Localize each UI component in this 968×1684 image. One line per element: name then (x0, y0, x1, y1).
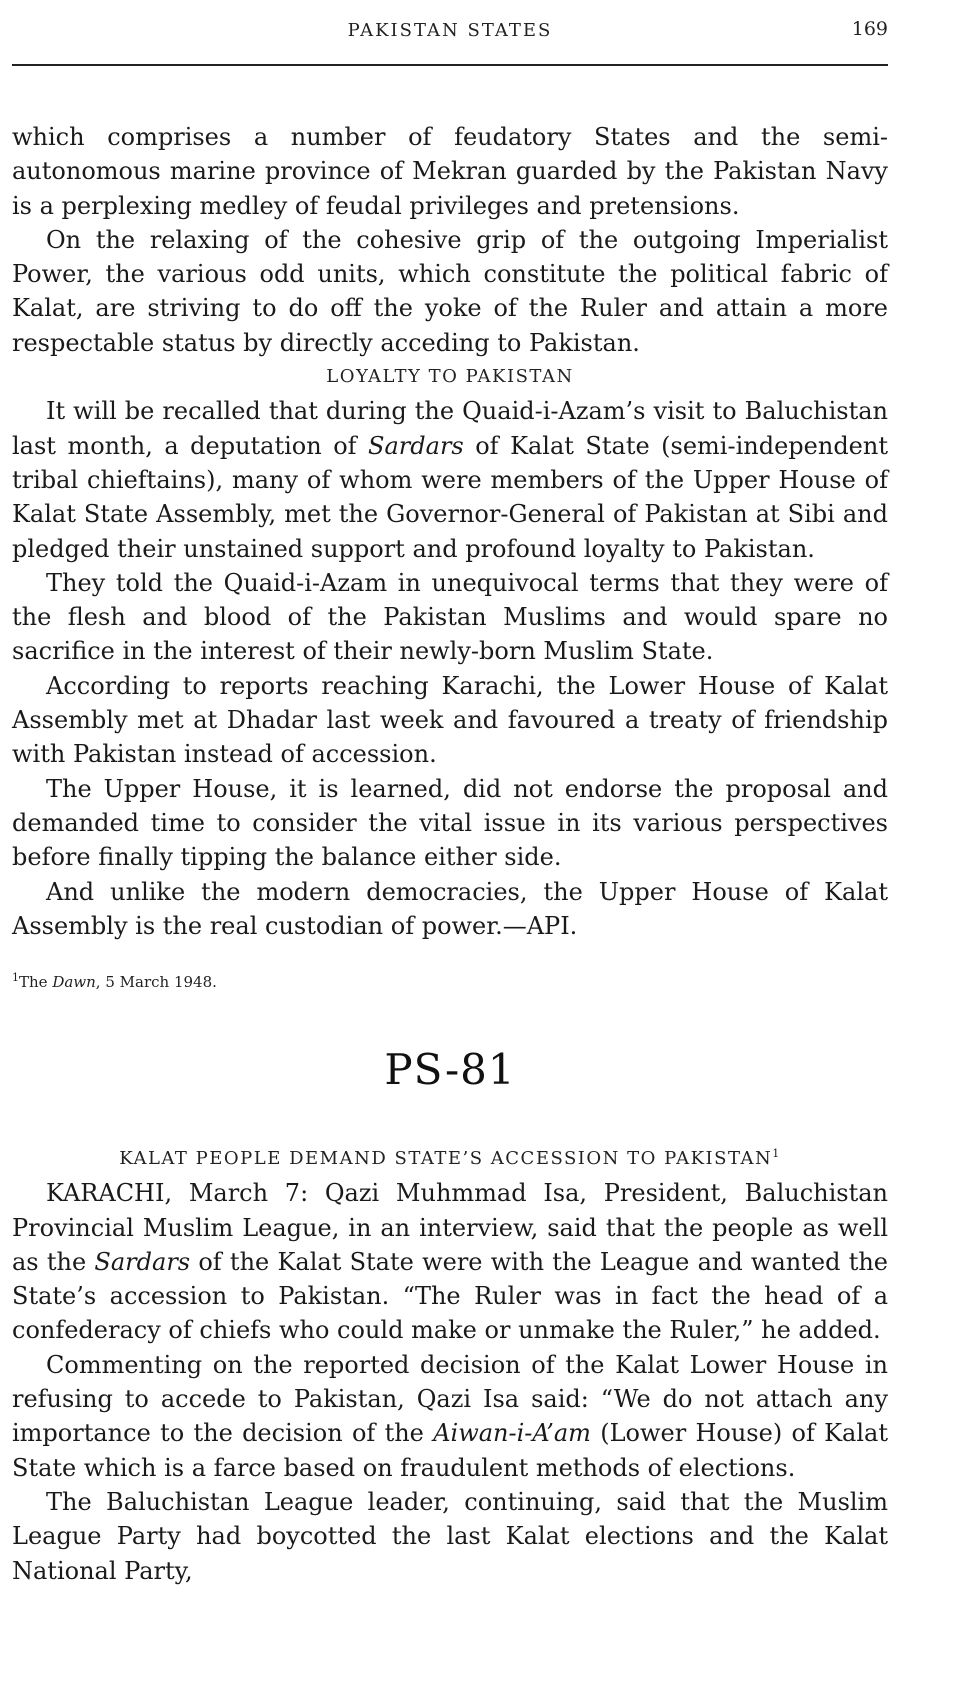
paragraph: On the relaxing of the cohesive grip of the outgoing Imperialist Power, the various odd units, which constitute the political fabric of Kalat, are striving to do off the yoke of the Ruler and attain a more respectable status by directly acceding to Pakistan. (12, 225, 888, 357)
document-title (12, 1142, 888, 1176)
text-run: KARACHI, March 7: Qazi Muhmmad Isa, President, Baluchistan Provincial Muslim League, in an interview, said that the people as well as the (12, 1179, 888, 1276)
paragraph (12, 1176, 888, 1347)
text-run: (Lower House) of Kalat State which is a farce based on fraudulent methods of elections. (12, 1419, 888, 1482)
page-header (12, 18, 888, 48)
footnote-publication: Dawn (52, 973, 96, 991)
paragraph (12, 1348, 888, 1485)
footnote-text: The (19, 973, 53, 991)
running-title: PAKISTAN STATES (347, 20, 553, 41)
paragraph (12, 394, 888, 565)
paragraph: The Baluchistan League leader, continuing, said that the Muslim League Party had boycotted the last Kalat elections and the Kalat National Party, (12, 1487, 888, 1585)
paragraph: They told the Quaid-i-Azam in unequivocal terms that they were of the flesh and blood of the Pakistan Muslims and would spare no sacrifice in the interest of their newly-born Muslim State. (12, 568, 888, 666)
header-rule (12, 64, 888, 66)
document-body (12, 1142, 888, 1588)
italic-term: Aiwan-i-A’am (433, 1419, 591, 1448)
text-run: of Kalat State (semi-independent tribal chieftains), many of whom were members of the Upper House of Kalat State Assembly, met the Governor-General of Pakistan at Sibi and pledged their unstained support and profound loyalty to Pakistan. (12, 431, 888, 563)
text-run: of the Kalat State were with the League and wanted the State’s accession to Pakistan. “The Ruler was in fact the head of a confederacy of chiefs who could make or unmake the Ruler,” he added. (12, 1247, 889, 1345)
section-subheading: LOYALTY TO PAKISTAN (326, 366, 574, 388)
footnote (12, 973, 217, 991)
article-continuation (12, 120, 888, 943)
footnote-text: , 5 March 1948. (95, 973, 217, 991)
paragraph: According to reports reaching Karachi, the Lower House of Kalat Assembly met at Dhadar last week and favoured a treaty of friendship with Pakistan instead of accession. (12, 671, 888, 769)
document-number: PS-81 (384, 1045, 516, 1094)
italic-term: Sardars (94, 1247, 191, 1276)
footnote-marker: 1 (772, 1147, 781, 1160)
page-number: 169 (851, 18, 888, 40)
text-run: It will be recalled that during the Quaid-i-Azam’s visit to Baluchistan last month, a deputation of (12, 397, 888, 460)
footnote-marker: 1 (12, 971, 19, 984)
paragraph: And unlike the modern democracies, the Upper House of Kalat Assembly is the real custodian of power.—API. (12, 877, 888, 940)
text-run: Commenting on the reported decision of the Kalat Lower House in refusing to accede to Pakistan, Qazi Isa said: “We do not attach any importance to the decision of the (12, 1350, 888, 1448)
paragraph: The Upper House, it is learned, did not endorse the proposal and demanded time to consider the vital issue in its various perspectives before finally tipping the balance either side. (12, 774, 888, 872)
title-text: KALAT PEOPLE DEMAND STATE’S ACCESSION TO PAKISTAN (119, 1148, 773, 1169)
italic-term: Sardars (368, 431, 464, 460)
paragraph: which comprises a number of feudatory States and the semi-autonomous marine province of Mekran guarded by the Pakistan Navy is a perplexing medley of feudal privileges and pretensions. (12, 123, 888, 220)
